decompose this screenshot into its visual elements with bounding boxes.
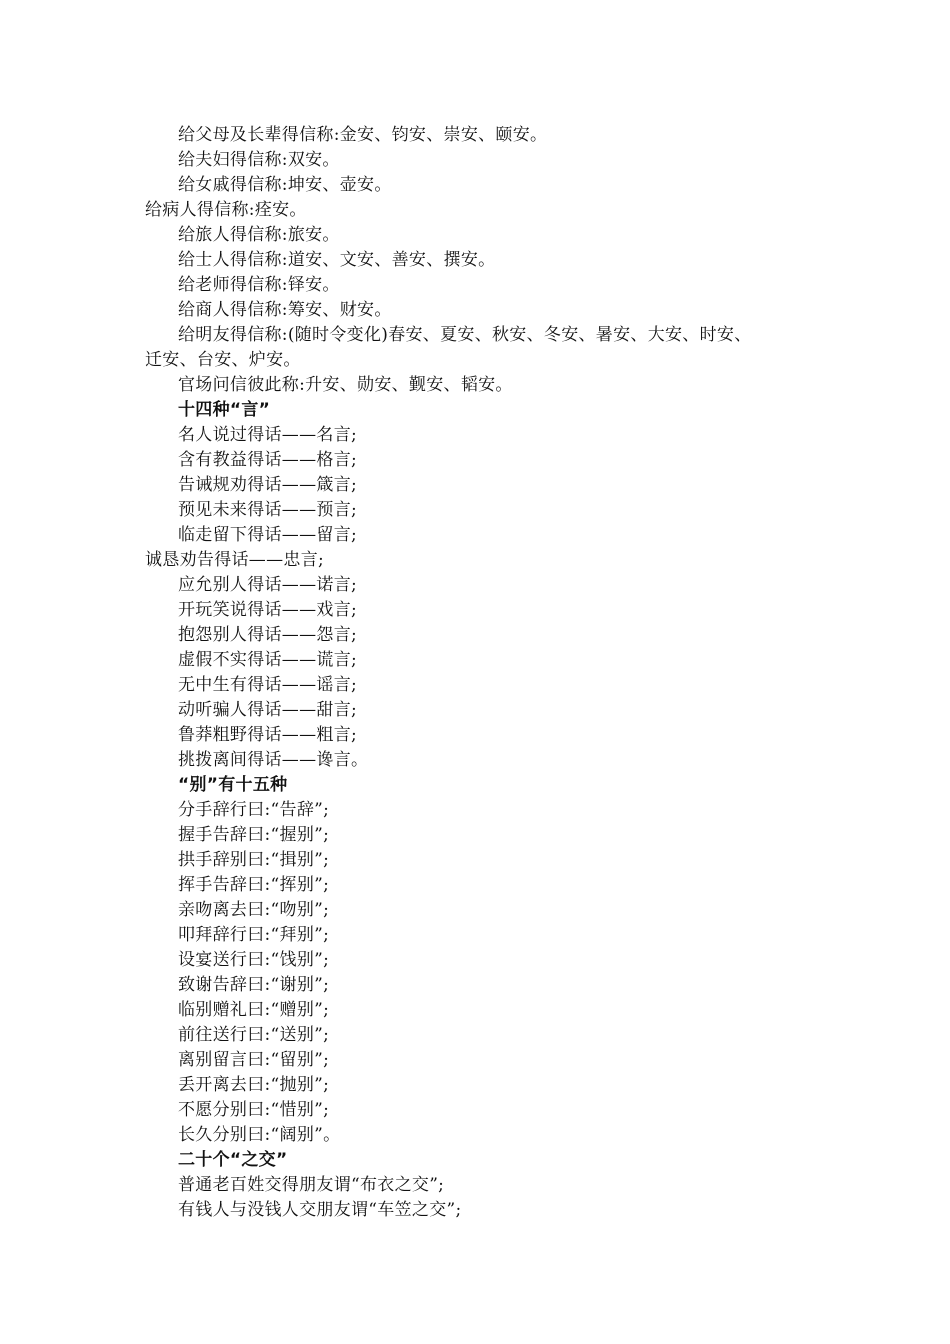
text-line: 拱手辞别曰:“揖别”;	[178, 850, 330, 870]
text-line: 诚恳劝告得话——忠言;	[145, 550, 325, 570]
text-line: 给商人得信称:筹安、财安。	[178, 300, 392, 320]
text-line: 致谢告辞曰:“谢别”;	[178, 975, 330, 995]
text-line: 给士人得信称:道安、文安、善安、撰安。	[178, 250, 496, 270]
text-line: 预见未来得话——预言;	[178, 500, 358, 520]
text-line: 设宴送行曰:“饯别”;	[178, 950, 330, 970]
text-line: 给明友得信称:(随时令变化)春安、夏安、秋安、冬安、暑安、大安、时安、	[178, 325, 752, 345]
text-line: 鲁莽粗野得话——粗言;	[178, 725, 358, 745]
text-line: 给夫妇得信称:双安。	[178, 150, 340, 170]
text-line: 亲吻离去曰:“吻别”;	[178, 900, 330, 920]
section-heading: 二十个“之交”	[178, 1150, 288, 1170]
text-line: 虚假不实得话——谎言;	[178, 650, 358, 670]
text-line: 开玩笑说得话——戏言;	[178, 600, 358, 620]
text-line: 临走留下得话——留言;	[178, 525, 358, 545]
text-line: 前往送行曰:“送别”;	[178, 1025, 330, 1045]
text-line: 无中生有得话——谣言;	[178, 675, 358, 695]
text-line: 丢开离去曰:“抛别”;	[178, 1075, 330, 1095]
text-line: 长久分别曰:“阔别”。	[178, 1125, 341, 1145]
text-line: 应允别人得话——诺言;	[178, 575, 358, 595]
text-line: 抱怨别人得话——怨言;	[178, 625, 358, 645]
text-line: 有钱人与没钱人交朋友谓“车笠之交”;	[178, 1200, 462, 1220]
text-line: 给父母及长辈得信称:金安、钧安、崇安、颐安。	[178, 125, 548, 145]
text-line: 给女戚得信称:坤安、壶安。	[178, 175, 392, 195]
text-line: 不愿分别曰:“惜别”;	[178, 1100, 330, 1120]
text-line: 握手告辞曰:“握别”;	[178, 825, 330, 845]
text-line: 临别赠礼曰:“赠别”;	[178, 1000, 330, 1020]
text-line: 动听骗人得话——甜言;	[178, 700, 358, 720]
text-line: 挥手告辞曰:“挥别”;	[178, 875, 330, 895]
text-line: 叩拜辞行曰:“拜别”;	[178, 925, 330, 945]
text-line: 名人说过得话——名言;	[178, 425, 358, 445]
section-heading: 十四种“言”	[178, 400, 271, 420]
text-line: 告诫规劝得话——箴言;	[178, 475, 358, 495]
text-line: 给旅人得信称:旅安。	[178, 225, 340, 245]
text-line: 离别留言曰:“留别”;	[178, 1050, 330, 1070]
text-line: 官场问信彼此称:升安、勋安、觐安、韬安。	[178, 375, 513, 395]
text-line: 挑拨离间得话——谗言。	[178, 750, 369, 770]
text-line: 含有教益得话——格言;	[178, 450, 358, 470]
text-line: 分手辞行曰:“告辞”;	[178, 800, 330, 820]
document-body	[145, 123, 835, 1223]
text-line: 给老师得信称:铎安。	[178, 275, 340, 295]
text-line: 给病人得信称:痊安。	[145, 200, 307, 220]
section-heading: “别”有十五种	[178, 775, 288, 795]
text-line: 迁安、台安、炉安。	[145, 350, 301, 370]
text-line: 普通老百姓交得朋友谓“布衣之交”;	[178, 1175, 445, 1195]
